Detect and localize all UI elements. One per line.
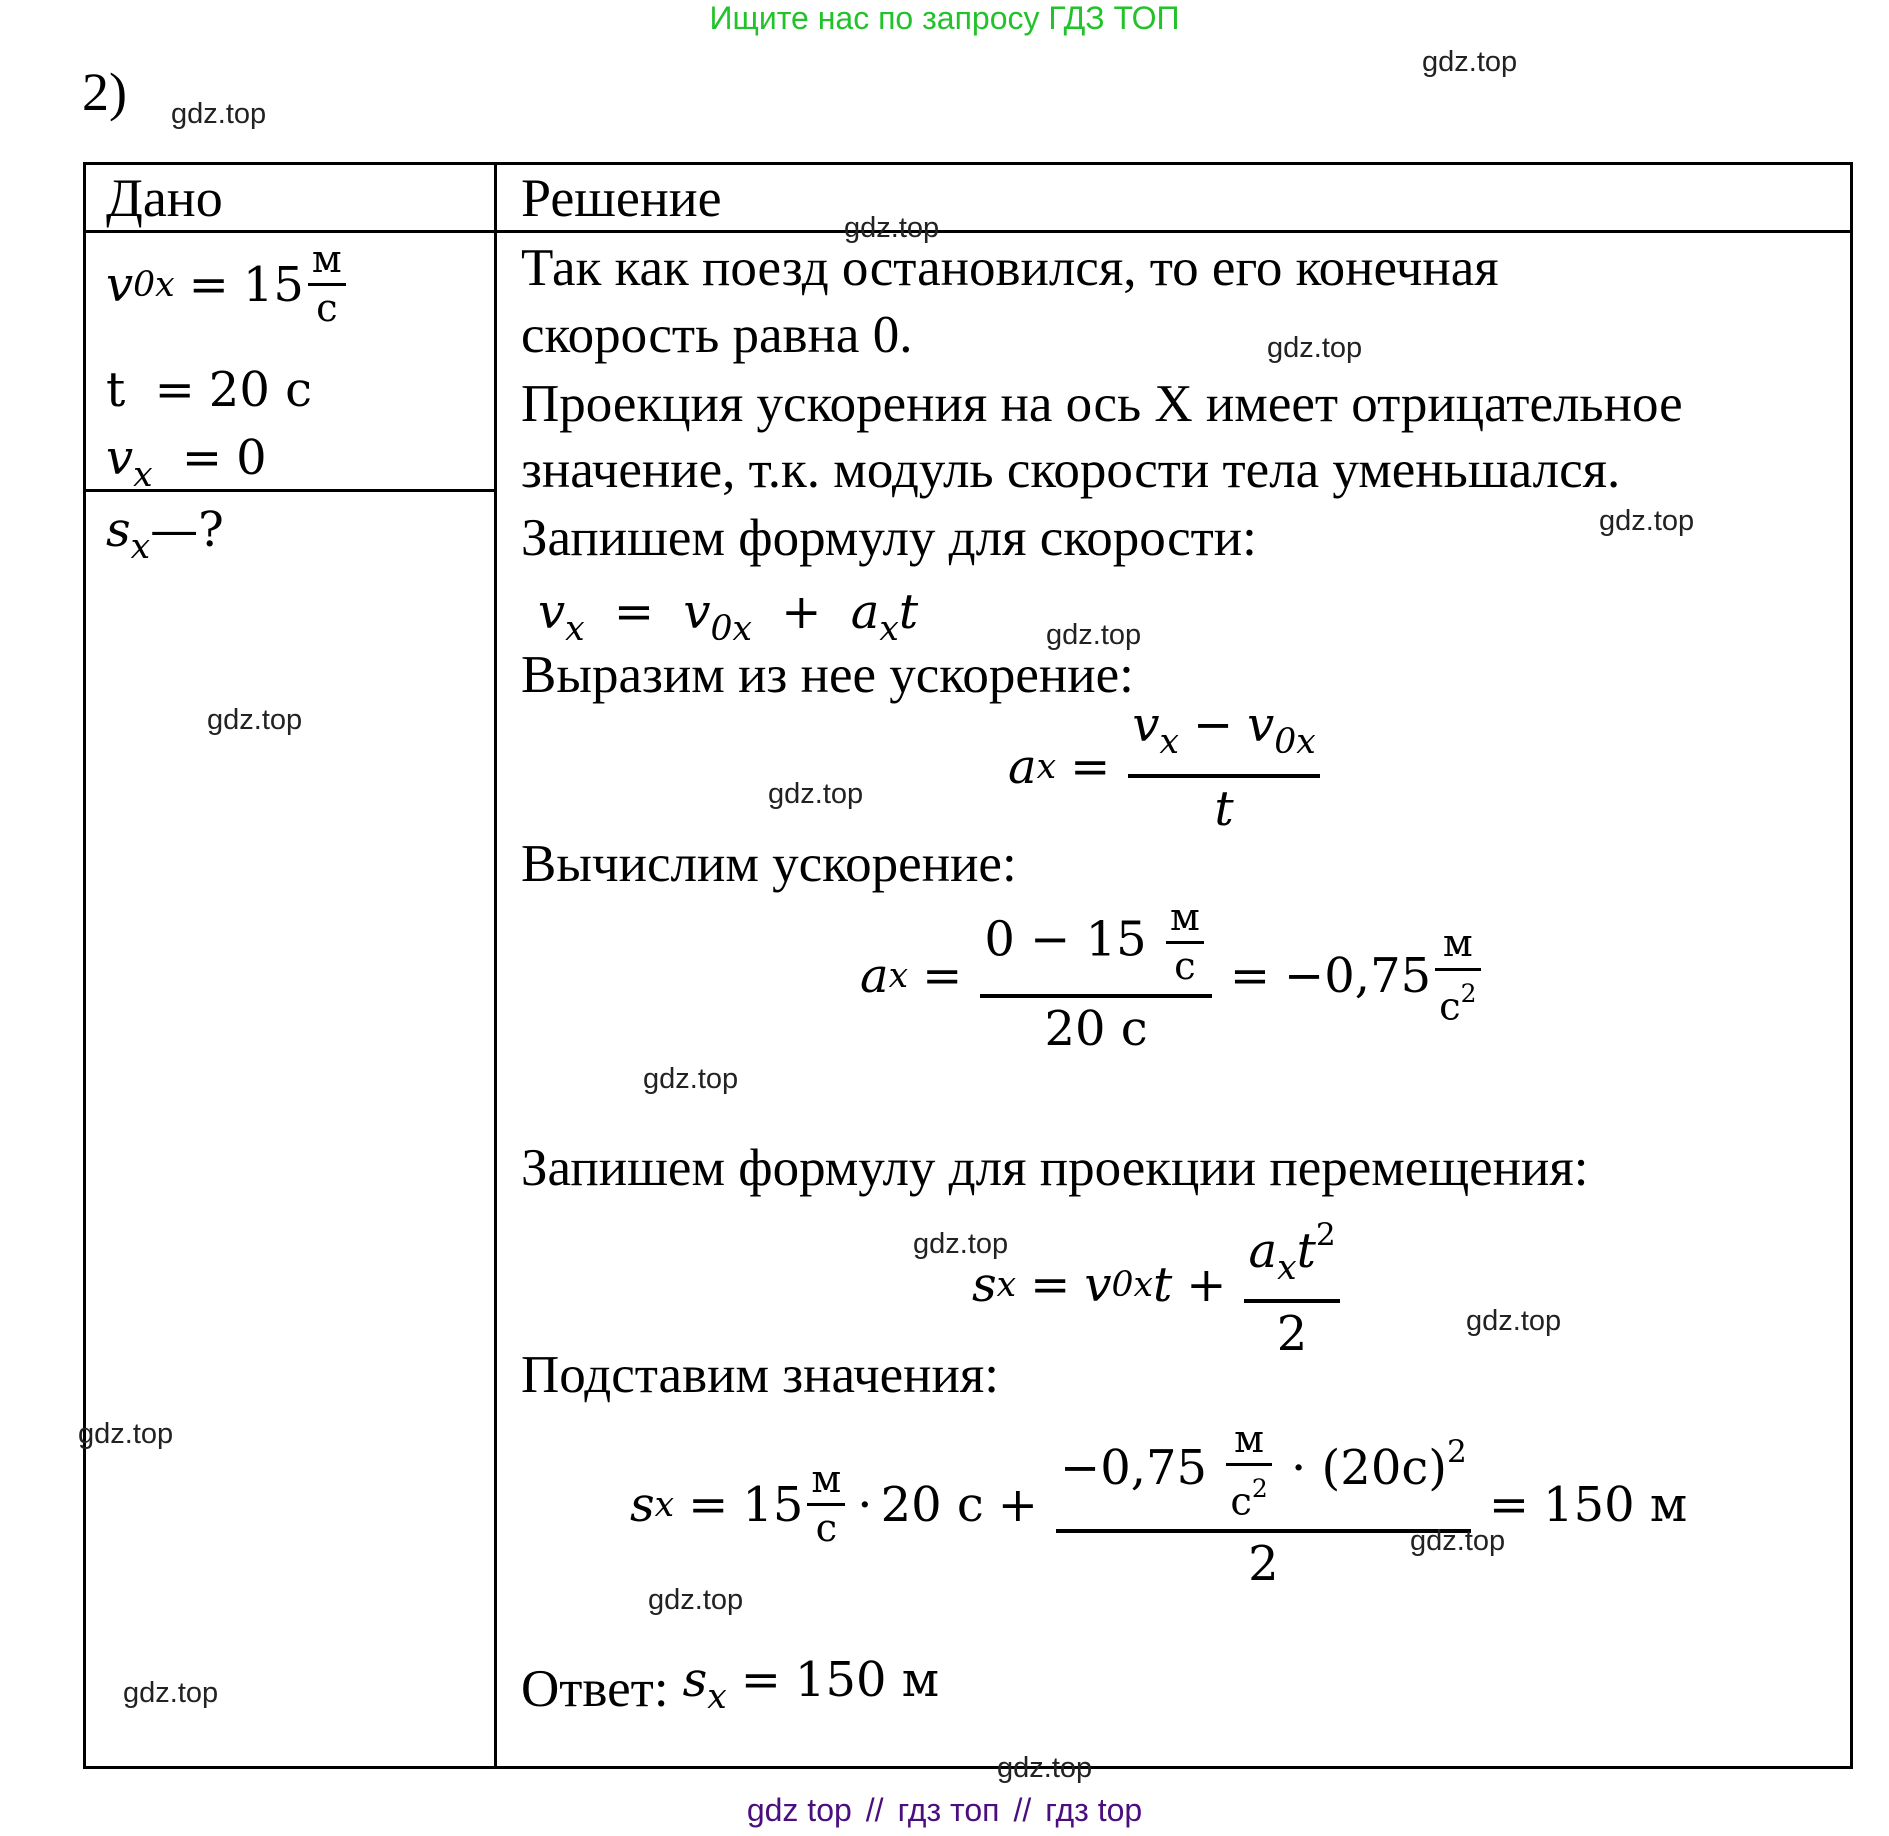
calc-acceleration: a x = 0 − 15 $\frac{м}{с}$ 20 с = −0,75 $\frac{м}{с^2}$ bbox=[860, 898, 1485, 1054]
solution-line: Выразим из нее ускорение: bbox=[521, 646, 1134, 704]
watermark: gdz.top bbox=[1422, 46, 1518, 78]
formula-displacement: s x = v 0x t + $\frac{a_xt^2}{2}$ bbox=[972, 1210, 1344, 1360]
solution-line: Запишем формулу для скорости: bbox=[521, 509, 1257, 567]
calc-displacement: s x = 15 $\frac{м}{с}$ · 20 с + −0,75 $\frac{м}{с^2}$ · $(20с)^2$ 2 = 150 м bbox=[630, 1417, 1688, 1593]
watermark: gdz.top bbox=[643, 1063, 739, 1095]
header-divider bbox=[83, 230, 1853, 233]
answer-line: Ответ: $s_x = 150$ м bbox=[521, 1652, 940, 1718]
watermark: gdz.top bbox=[844, 212, 940, 244]
footer-link-gdz-top-mixed[interactable]: гдз top bbox=[1045, 1792, 1143, 1828]
watermark: gdz.top bbox=[207, 704, 303, 736]
header-solution: Решение bbox=[521, 168, 722, 228]
given-vx: $v_x = 0$ bbox=[106, 430, 267, 496]
watermark: gdz.top bbox=[78, 1418, 174, 1450]
solution-line: Вычислим ускорение: bbox=[521, 835, 1017, 893]
unit-fraction: $\frac{м}{с}$ bbox=[308, 240, 346, 330]
solution-line: скорость равна 0. bbox=[521, 306, 913, 364]
watermark: gdz.top bbox=[913, 1228, 1009, 1260]
promo-banner: Ищите нас по запросу ГДЗ ТОП bbox=[709, 0, 1180, 36]
problem-number: 2) bbox=[82, 62, 127, 122]
formula-velocity: $v_x = v_{0x} + a_xt$ bbox=[538, 584, 919, 650]
solution-line: Проекция ускорения на ось X имеет отрицательное bbox=[521, 375, 1683, 433]
given-t: t = 20 с bbox=[106, 362, 312, 418]
solution-line: Запишем формулу для проекции перемещения: bbox=[521, 1139, 1589, 1197]
watermark: gdz.top bbox=[123, 1677, 219, 1709]
solution-line: значение, т.к. модуль скорости тела уменьшался. bbox=[521, 441, 1621, 499]
header-given: Дано bbox=[106, 168, 223, 228]
watermark: gdz.top bbox=[1410, 1525, 1506, 1557]
footer-link-gdz-top-ru[interactable]: гдз топ bbox=[897, 1792, 1000, 1828]
formula-acceleration: a x = $\frac{v_x - v_{0x}}{t}$ bbox=[1008, 700, 1324, 834]
watermark: gdz.top bbox=[1466, 1305, 1562, 1337]
column-divider bbox=[494, 162, 497, 1769]
watermark: gdz.top bbox=[1599, 505, 1695, 537]
watermark: gdz.top bbox=[768, 778, 864, 810]
watermark: gdz.top bbox=[1046, 619, 1142, 651]
solution-line: Подставим значения: bbox=[521, 1346, 999, 1404]
watermark: gdz.top bbox=[997, 1752, 1093, 1784]
given-v0x: v 0x = 15 $\frac{м}{с}$ bbox=[106, 240, 350, 330]
footer-link-gdz-top[interactable]: gdz top bbox=[746, 1792, 852, 1828]
solution-line: Так как поезд остановился, то его конечная bbox=[521, 239, 1499, 297]
watermark: gdz.top bbox=[1267, 332, 1363, 364]
footer-links: gdz top // гдз топ // гдз top bbox=[746, 1792, 1143, 1828]
watermark: gdz.top bbox=[171, 98, 267, 130]
watermark: gdz.top bbox=[648, 1584, 744, 1616]
find-sx: $s_x—$? bbox=[106, 502, 224, 568]
